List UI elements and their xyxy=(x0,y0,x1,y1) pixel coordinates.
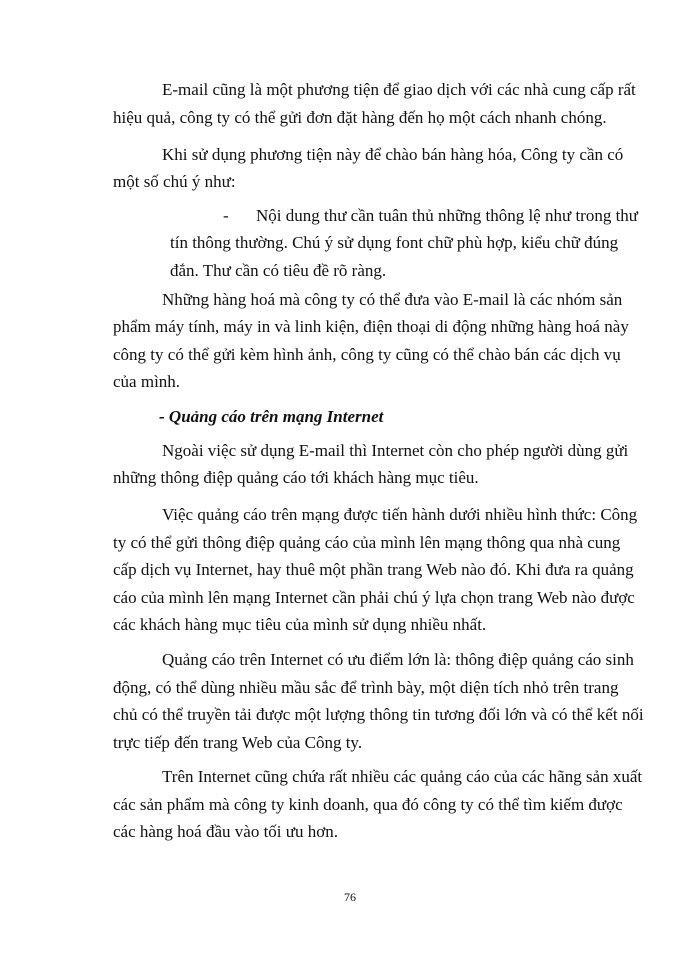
list-item-line: đắn. Thư cần có tiêu đề rõ ràng. xyxy=(170,261,387,280)
paragraph-line: các khách hàng mục tiêu của mình sử dụng nhiều nhất. xyxy=(113,615,487,634)
paragraph-line: các hàng hoá đầu vào tối ưu hơn. xyxy=(113,822,338,841)
paragraph-line: một số chú ý như: xyxy=(113,172,236,191)
paragraph-line: các sản phẩm mà công ty kinh doanh, qua đó công ty có thể tìm kiếm được xyxy=(113,795,623,814)
paragraph-line: Quảng cáo trên Internet có ưu điểm lớn là: thông điệp quảng cáo sinh xyxy=(162,650,634,669)
paragraph-line: cấp dịch vụ Internet, hay thuê một phần trang Web nào đó. Khi đưa ra quảng xyxy=(113,560,634,579)
paragraph-line: ty có thể gửi thông điệp quảng cáo của mình lên mạng thông qua nhà cung xyxy=(113,533,621,552)
paragraph-line: công ty có thể gửi kèm hình ảnh, công ty cũng có thể chào bán các dịch vụ xyxy=(113,345,621,364)
list-item-line: tín thông thường. Chú ý sử dụng font chữ phù hợp, kiểu chữ đúng xyxy=(170,233,619,252)
paragraph-line: E-mail cũng là một phương tiện để giao dịch với các nhà cung cấp rất xyxy=(162,80,636,99)
section-heading: - Quảng cáo trên mạng Internet xyxy=(159,407,384,426)
paragraph-line: Ngoài việc sử dụng E-mail thì Internet còn cho phép người dùng gửi xyxy=(162,441,629,460)
paragraph-line: Trên Internet cũng chứa rất nhiều các quảng cáo của các hãng sản xuất xyxy=(162,767,643,786)
list-item-line: Nội dung thư cần tuân thủ những thông lệ như trong thư xyxy=(256,206,639,225)
paragraph-line: Những hàng hoá mà công ty có thể đưa vào E-mail là các nhóm sản xyxy=(162,290,623,309)
paragraph-line: Việc quảng cáo trên mạng được tiến hành dưới nhiều hình thức: Công xyxy=(162,505,638,524)
paragraph-line: cáo của mình lên mạng Internet cần phải chú ý lựa chọn trang Web nào được xyxy=(113,588,635,607)
paragraph-line: chủ có thể truyền tải được một lượng thông tin tương đối lớn và có thể kết nối xyxy=(113,705,644,724)
paragraph-line: của mình. xyxy=(113,372,181,391)
list-bullet: - xyxy=(223,206,229,225)
paragraph-line: những thông điệp quảng cáo tới khách hàng mục tiêu. xyxy=(113,468,479,487)
paragraph-line: phẩm máy tính, máy in và linh kiện, điện thoại di động những hàng hoá này xyxy=(113,317,629,336)
paragraph-line: trực tiếp đến trang Web của Công ty. xyxy=(113,733,363,752)
page-number: 76 xyxy=(344,890,356,904)
paragraph-line: hiệu quả, công ty có thể gửi đơn đặt hàng đến họ một cách nhanh chóng. xyxy=(113,108,607,127)
paragraph-line: Khi sử dụng phương tiện này để chào bán hàng hóa, Công ty cần có xyxy=(162,145,624,164)
paragraph-line: động, có thể dùng nhiều mầu sắc để trình bày, một diện tích nhỏ trên trang xyxy=(113,678,619,697)
